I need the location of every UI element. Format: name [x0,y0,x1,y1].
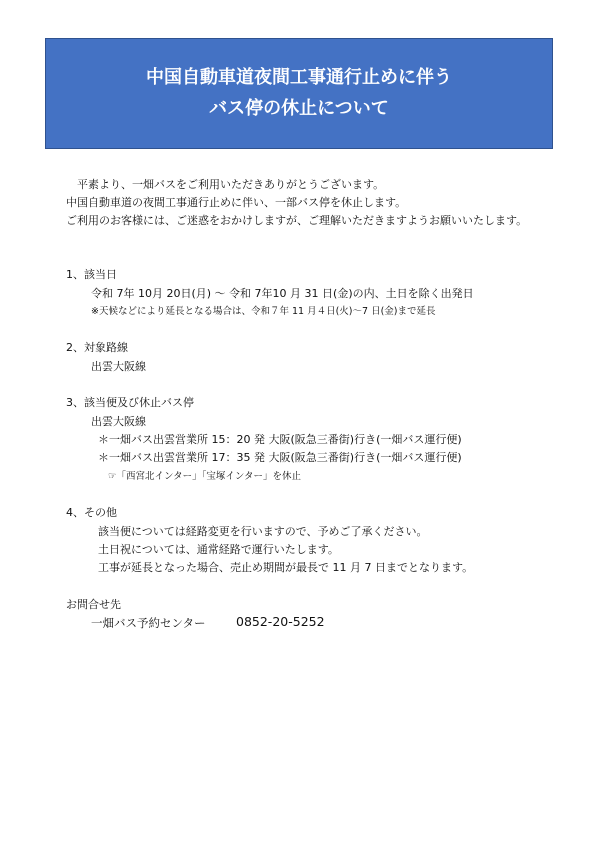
section-4-heading: 4、その他 [66,506,117,519]
section-2-route: 出雲大阪線 [91,360,146,373]
intro-line-2: 中国自動車道の夜間工事通行止めに伴い、一部バス停を休止します。 [66,196,407,209]
contact-phone: 0852-20-5252 [236,614,325,629]
title-line-1: 中国自動車道夜間工事通行止めに伴う [146,67,452,88]
section-1-heading: 1、該当日 [66,268,117,281]
section-1-dates: 令和 7年 10月 20日(月) ～ 令和 7年10 月 31 日(金)の内、土日を除く出発日 [91,287,474,300]
contact-name: 一畑バス予約センター [91,616,206,630]
intro-line-1: 平素より、一畑バスをご利用いただきありがとうございます。 [77,178,385,191]
suspended-stops: ☞「西宮北インター」「宝塚インター」を休止 [108,471,302,482]
trip-item: ＊一畑バス出雲営業所 15：20 発 大阪(阪急三番街)行き(一畑バス運行便) [98,433,462,446]
other-item: 工事が延長となった場合、売止め期間が最長で 11 月 7 日までとなります。 [98,561,474,574]
other-item: 該当便については経路変更を行いますので、予めご了承ください。 [98,525,428,538]
section-1-note: ※天候などにより延長となる場合は、令和７年 11 月４日(火)～7 日(金)まで延長 [91,306,436,317]
section-3-route: 出雲大阪線 [91,415,146,428]
title-banner [45,38,553,149]
contact-heading: お問合せ先 [66,598,121,611]
other-item: 土日祝については、通常経路で運行いたします。 [98,543,339,556]
intro-line-3: ご利用のお客様には、ご迷惑をおかけしますが、ご理解いただきますようお願いいたします。 [66,214,528,227]
trip-item: ＊一畑バス出雲営業所 17：35 発 大阪(阪急三番街)行き(一畑バス運行便) [98,451,462,464]
section-3-heading: 3、該当便及び休止バス停 [66,396,194,409]
title-line-2: バス停の休止について [209,98,389,119]
section-2-heading: 2、対象路線 [66,341,128,354]
